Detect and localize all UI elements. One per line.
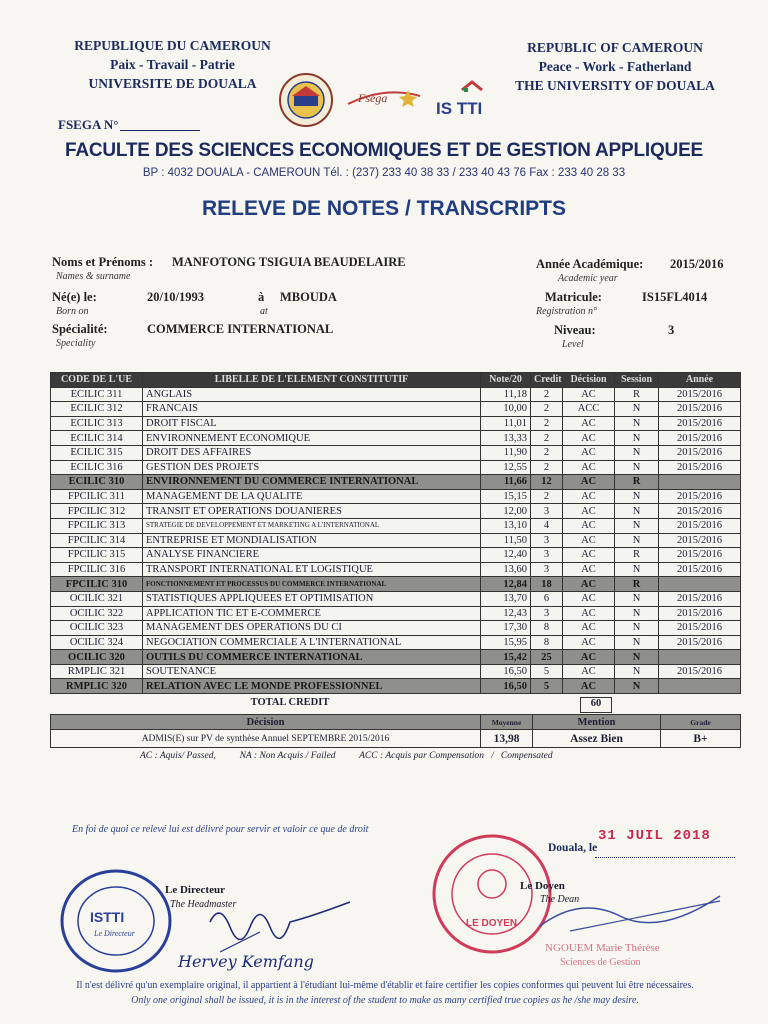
header-credit: Credit — [531, 373, 563, 388]
registration-label: Matricule: — [545, 290, 602, 304]
total-credit-label: TOTAL CREDIT — [250, 697, 330, 708]
dean-stamp-role: Sciences de Gestion — [560, 957, 641, 968]
academic-year: 2015/2016 — [670, 257, 724, 271]
course-note: 13,70 — [481, 591, 531, 606]
grade-value: B+ — [661, 730, 741, 748]
course-year: 2015/2016 — [659, 518, 741, 533]
course-row — [51, 460, 741, 475]
decision-table — [50, 714, 741, 748]
course-row — [51, 635, 741, 650]
document-title: RELEVE DE NOTES / TRANSCRIPTS — [201, 197, 567, 220]
course-note: 13,33 — [481, 431, 531, 446]
course-label: RELATION AVEC LE MONDE PROFESSIONNEL — [143, 679, 481, 694]
course-credit: 3 — [531, 533, 563, 548]
course-decision: AC — [563, 650, 615, 665]
dean-subtitle: The Dean — [540, 894, 580, 905]
name-label: Noms et Prénoms : — [52, 255, 154, 269]
course-note: 11,66 — [481, 475, 531, 490]
faculty-name: FACULTE DES SCIENCES ECONOMIQUES ET DE GESTION APPLIQUEE — [64, 140, 704, 161]
course-note: 15,15 — [481, 489, 531, 504]
course-session: N — [615, 664, 659, 679]
course-year: 2015/2016 — [659, 504, 741, 519]
total-credit-value: 60 — [580, 697, 612, 713]
course-code: ECILIC 313 — [51, 416, 143, 431]
course-code: ECILIC 311 — [51, 387, 143, 402]
course-row — [51, 402, 741, 417]
course-label: GESTION DES PROJETS — [143, 460, 481, 475]
course-decision: AC — [563, 416, 615, 431]
course-session: N — [615, 533, 659, 548]
course-code: OCILIC 323 — [51, 621, 143, 636]
istti-logo-text: IS TTI — [436, 99, 483, 118]
course-decision: AC — [563, 679, 615, 694]
course-credit: 2 — [531, 445, 563, 460]
grades-header-row — [51, 373, 741, 388]
course-code: ECILIC 314 — [51, 431, 143, 446]
course-row — [51, 416, 741, 431]
footer-french: Il n'est délivré qu'un exemplaire original, il appartient à l'étudiant lui-même d'établir et faire certifier les copies conformes qui peuvent lui être nécessaires. — [76, 980, 694, 991]
course-label: ENVIRONNEMENT ECONOMIQUE — [143, 431, 481, 446]
course-session: R — [615, 475, 659, 490]
course-code: FPCILIC 312 — [51, 504, 143, 519]
course-credit: 5 — [531, 664, 563, 679]
course-label: ENTREPRISE ET MONDIALISATION — [143, 533, 481, 548]
course-session: N — [615, 650, 659, 665]
course-note: 11,01 — [481, 416, 531, 431]
course-label: DROIT FISCAL — [143, 416, 481, 431]
fsega-number — [58, 117, 200, 133]
course-code: OCILIC 322 — [51, 606, 143, 621]
course-label: STRATEGIE DE DEVELOPPEMENT ET MARKETING A L'INTERNATIONAL — [143, 518, 481, 533]
total-credit-row — [50, 697, 740, 711]
course-label: NEGOCIATION COMMERCIALE A L'INTERNATIONAL — [143, 635, 481, 650]
ue-summary-row — [51, 577, 741, 592]
student-name: MANFOTONG TSIGUIA BEAUDELAIRE — [172, 255, 406, 269]
course-session: N — [615, 431, 659, 446]
header-left — [40, 36, 305, 93]
course-year: 2015/2016 — [659, 562, 741, 577]
course-label: FRANCAIS — [143, 402, 481, 417]
course-session: N — [615, 518, 659, 533]
course-year: 2015/2016 — [659, 489, 741, 504]
ue-summary-row — [51, 475, 741, 490]
birth-place: MBOUDA — [280, 290, 337, 304]
course-note: 16,50 — [481, 679, 531, 694]
course-credit: 2 — [531, 402, 563, 417]
course-decision: AC — [563, 445, 615, 460]
course-session: R — [615, 577, 659, 592]
course-session: R — [615, 387, 659, 402]
course-decision: AC — [563, 577, 615, 592]
footer-english: Only one original shall be issued, it is in the interest of the student to make as many certified true copies as he /she may desire. — [131, 995, 639, 1006]
course-credit: 2 — [531, 387, 563, 402]
course-label: STATISTIQUES APPLIQUEES ET OPTIMISATION — [143, 591, 481, 606]
course-year — [659, 577, 741, 592]
course-decision: AC — [563, 533, 615, 548]
fsega-logo-text: Fsega — [358, 91, 388, 105]
course-code: FPCILIC 313 — [51, 518, 143, 533]
course-year: 2015/2016 — [659, 621, 741, 636]
course-session: N — [615, 679, 659, 694]
course-label: MANAGEMENT DES OPERATIONS DU CI — [143, 621, 481, 636]
header-right — [490, 38, 740, 95]
course-credit: 8 — [531, 635, 563, 650]
course-session: N — [615, 591, 659, 606]
name-sublabel: Names & surname — [56, 271, 131, 282]
director-subtitle: The Headmaster — [170, 899, 237, 910]
course-session: N — [615, 489, 659, 504]
course-session: N — [615, 635, 659, 650]
dean-title: Le Doyen — [520, 880, 565, 892]
course-decision: ACC — [563, 402, 615, 417]
course-row — [51, 431, 741, 446]
course-code: FPCILIC 310 — [51, 577, 143, 592]
course-year — [659, 679, 741, 694]
course-credit: 3 — [531, 504, 563, 519]
registration-sublabel: Registration n° — [536, 306, 597, 317]
course-note: 13,10 — [481, 518, 531, 533]
dean-stamp-text: LE DOYEN — [466, 918, 518, 929]
course-year: 2015/2016 — [659, 548, 741, 563]
course-code: ECILIC 315 — [51, 445, 143, 460]
certification-text: En foi de quoi ce relevé lui est délivré pour servir et valoir ce que de droit — [72, 824, 369, 835]
course-year — [659, 475, 741, 490]
course-label: TRANSIT ET OPERATIONS DOUANIERES — [143, 504, 481, 519]
mention-header: Mention — [533, 715, 661, 730]
course-code: ECILIC 310 — [51, 475, 143, 490]
course-year: 2015/2016 — [659, 416, 741, 431]
level: 3 — [668, 323, 675, 337]
course-credit: 4 — [531, 518, 563, 533]
course-year — [659, 650, 741, 665]
born-sublabel: Born on — [56, 306, 89, 317]
course-year: 2015/2016 — [659, 387, 741, 402]
fsega-number-blank — [120, 130, 200, 131]
director-title: Le Directeur — [165, 884, 225, 896]
course-credit: 8 — [531, 621, 563, 636]
course-credit: 25 — [531, 650, 563, 665]
grades-table — [50, 372, 741, 694]
course-code: RMPLIC 320 — [51, 679, 143, 694]
course-row — [51, 489, 741, 504]
course-code: FPCILIC 316 — [51, 562, 143, 577]
course-note: 16,50 — [481, 664, 531, 679]
header-code: CODE DE L'UE — [51, 373, 143, 388]
course-credit: 2 — [531, 460, 563, 475]
header-session: Session — [615, 373, 659, 388]
course-label: ANALYSE FINANCIERE — [143, 548, 481, 563]
birth-date: 20/10/1993 — [147, 290, 204, 304]
dean-stamp-name: NGOUEM Marie Thérèse — [545, 942, 660, 954]
year-sublabel: Academic year — [558, 273, 618, 284]
course-note: 11,18 — [481, 387, 531, 402]
course-code: RMPLIC 321 — [51, 664, 143, 679]
course-row — [51, 387, 741, 402]
course-decision: AC — [563, 489, 615, 504]
course-note: 12,84 — [481, 577, 531, 592]
header-decision: Décision — [563, 373, 615, 388]
university-en: THE UNIVERSITY OF DOUALA — [515, 78, 715, 93]
course-row — [51, 621, 741, 636]
course-session: R — [615, 548, 659, 563]
born-label: Né(e) le: — [52, 290, 97, 304]
header-label: LIBELLE DE L'ELEMENT CONSTITUTIF — [143, 373, 481, 388]
mean-header: Moyenne — [481, 715, 533, 730]
course-row — [51, 591, 741, 606]
course-session: N — [615, 460, 659, 475]
course-decision: AC — [563, 460, 615, 475]
course-session: N — [615, 606, 659, 621]
course-year: 2015/2016 — [659, 460, 741, 475]
course-label: OUTILS DU COMMERCE INTERNATIONAL — [143, 650, 481, 665]
course-label: DROIT DES AFFAIRES — [143, 445, 481, 460]
grade-header: Grade — [661, 715, 741, 730]
course-session: N — [615, 562, 659, 577]
faculty-address: BP : 4032 DOUALA - CAMEROUN Tél. : (237) 233 40 38 33 / 233 40 43 76 Fax : 233 40 28 33 — [142, 167, 626, 179]
year-label: Année Académique: — [536, 257, 644, 271]
at-sublabel: at — [260, 306, 268, 317]
course-decision: AC — [563, 504, 615, 519]
at-label: à — [258, 290, 265, 304]
mention-value: Assez Bien — [533, 730, 661, 748]
legend: AC : Aquis/ Passed, NA : Non Acquis / Failed ACC : Acquis par Compensation / Compensated — [140, 751, 553, 761]
course-code: FPCILIC 315 — [51, 548, 143, 563]
course-note: 10,00 — [481, 402, 531, 417]
ue-summary-row — [51, 679, 741, 694]
course-label: FONCTIONNEMENT ET PROCESSUS DU COMMERCE INTERNATIONAL — [143, 577, 481, 592]
course-decision: AC — [563, 635, 615, 650]
course-decision: AC — [563, 548, 615, 563]
dean-signature — [520, 886, 730, 946]
ue-summary-row — [51, 650, 741, 665]
motto-fr: Paix - Travail - Patrie — [110, 57, 235, 72]
fsega-logo — [344, 82, 424, 112]
course-label: SOUTENANCE — [143, 664, 481, 679]
course-decision: AC — [563, 387, 615, 402]
course-label: APPLICATION TIC ET E-COMMERCE — [143, 606, 481, 621]
course-code: ECILIC 316 — [51, 460, 143, 475]
course-row — [51, 606, 741, 621]
course-year: 2015/2016 — [659, 591, 741, 606]
course-credit: 3 — [531, 548, 563, 563]
course-label: MANAGEMENT DE LA QUALITE — [143, 489, 481, 504]
course-note: 12,40 — [481, 548, 531, 563]
course-note: 13,60 — [481, 562, 531, 577]
level-sublabel: Level — [562, 339, 584, 350]
course-decision: AC — [563, 475, 615, 490]
university-logo — [278, 72, 334, 128]
course-credit: 2 — [531, 489, 563, 504]
course-session: N — [615, 621, 659, 636]
director-signature-name: Hervey Kemfang — [178, 952, 314, 971]
registration-number: IS15FL4014 — [642, 290, 708, 304]
course-year: 2015/2016 — [659, 635, 741, 650]
course-row — [51, 548, 741, 563]
course-credit: 2 — [531, 416, 563, 431]
course-label: TRANSPORT INTERNATIONAL ET LOGISTIQUE — [143, 562, 481, 577]
course-session: N — [615, 445, 659, 460]
date-line — [595, 857, 735, 858]
date-stamp: 31 JUIL 2018 — [598, 828, 711, 844]
course-credit: 3 — [531, 562, 563, 577]
course-row — [51, 664, 741, 679]
header-year: Année — [659, 373, 741, 388]
course-note: 12,55 — [481, 460, 531, 475]
course-year: 2015/2016 — [659, 664, 741, 679]
course-row — [51, 518, 741, 533]
course-note: 11,90 — [481, 445, 531, 460]
course-year: 2015/2016 — [659, 402, 741, 417]
director-stamp — [56, 866, 176, 976]
course-credit: 18 — [531, 577, 563, 592]
course-row — [51, 445, 741, 460]
specialty-label: Spécialité: — [52, 322, 108, 336]
course-code: OCILIC 320 — [51, 650, 143, 665]
course-year: 2015/2016 — [659, 445, 741, 460]
course-credit: 2 — [531, 431, 563, 446]
course-label: ANGLAIS — [143, 387, 481, 402]
motto-en: Peace - Work - Fatherland — [538, 59, 692, 74]
course-code: ECILIC 312 — [51, 402, 143, 417]
course-session: N — [615, 504, 659, 519]
course-code: FPCILIC 311 — [51, 489, 143, 504]
course-note: 17,30 — [481, 621, 531, 636]
course-year: 2015/2016 — [659, 431, 741, 446]
course-note: 12,43 — [481, 606, 531, 621]
decision-header: Décision — [51, 715, 481, 730]
istti-logo — [434, 80, 512, 120]
grades-body — [51, 387, 741, 693]
course-note: 15,95 — [481, 635, 531, 650]
course-credit: 3 — [531, 606, 563, 621]
course-row — [51, 533, 741, 548]
course-note: 11,50 — [481, 533, 531, 548]
mean-value: 13,98 — [481, 730, 533, 748]
course-credit: 5 — [531, 679, 563, 694]
course-code: FPCILIC 314 — [51, 533, 143, 548]
course-code: OCILIC 321 — [51, 591, 143, 606]
course-note: 12,00 — [481, 504, 531, 519]
course-year: 2015/2016 — [659, 533, 741, 548]
university-fr: UNIVERSITE DE DOUALA — [88, 76, 257, 91]
course-credit: 6 — [531, 591, 563, 606]
course-year: 2015/2016 — [659, 606, 741, 621]
course-decision: AC — [563, 518, 615, 533]
course-credit: 12 — [531, 475, 563, 490]
specialty: COMMERCE INTERNATIONAL — [147, 322, 334, 336]
fsega-number-label: FSEGA N° — [58, 117, 119, 132]
republic-en: REPUBLIC OF CAMEROUN — [527, 40, 703, 55]
course-decision: AC — [563, 562, 615, 577]
course-session: N — [615, 416, 659, 431]
director-stamp-text: ISTTI — [90, 909, 125, 925]
director-signature — [170, 892, 360, 972]
republic-fr: REPUBLIQUE DU CAMEROUN — [74, 38, 271, 53]
course-row — [51, 562, 741, 577]
course-decision: AC — [563, 591, 615, 606]
place-label: Douala, le — [548, 842, 598, 854]
decision-value: ADMIS(E) sur PV de synthèse Annuel SEPTEMBRE 2015/2016 — [51, 730, 481, 748]
course-decision: AC — [563, 664, 615, 679]
course-row — [51, 504, 741, 519]
course-session: N — [615, 402, 659, 417]
director-stamp-subtext: Le Directeur — [94, 929, 135, 938]
course-note: 15,42 — [481, 650, 531, 665]
course-decision: AC — [563, 606, 615, 621]
course-label: ENVIRONNEMENT DU COMMERCE INTERNATIONAL — [143, 475, 481, 490]
specialty-sublabel: Speciality — [56, 338, 96, 349]
course-decision: AC — [563, 431, 615, 446]
course-code: OCILIC 324 — [51, 635, 143, 650]
header-note: Note/20 — [481, 373, 531, 388]
level-label: Niveau: — [554, 323, 596, 337]
course-decision: AC — [563, 621, 615, 636]
